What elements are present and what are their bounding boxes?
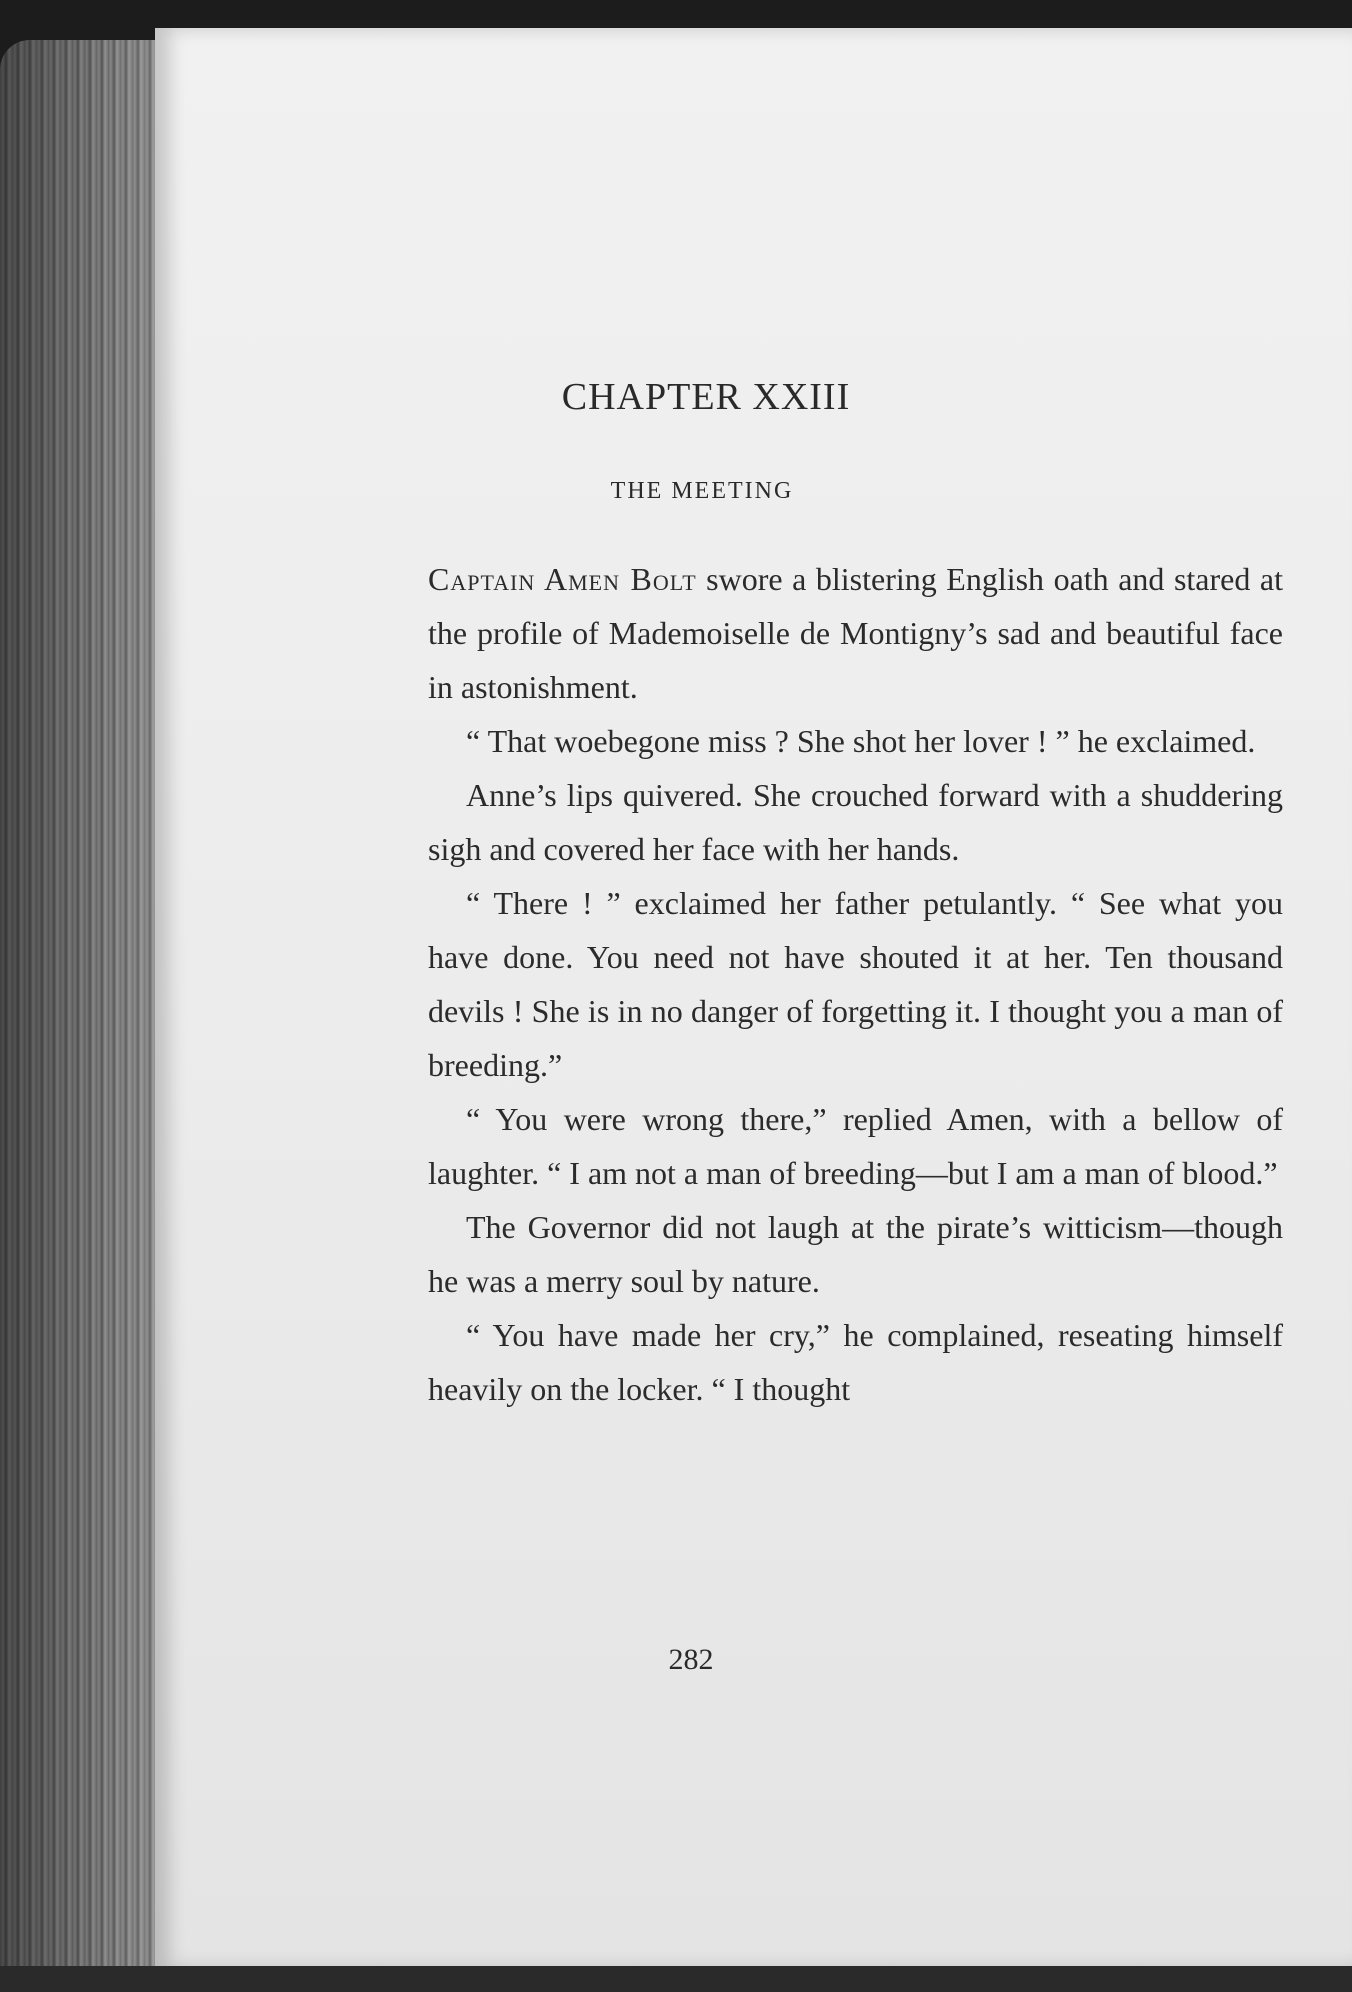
paragraph-2: “ That woebegone miss ? She shot her lover ! ” he exclaimed. xyxy=(466,723,1256,759)
paragraph-1 xyxy=(428,552,1283,714)
chapter-subtitle: THE MEETING xyxy=(610,478,794,504)
chapter-title: CHAPTER XXIII xyxy=(561,376,851,418)
paragraph-1-lead: Captain Amen Bolt xyxy=(428,561,697,597)
paragraph-7: “ You have made her cry,” he complained, reseating himself heavily on the locker. “ I thought xyxy=(428,1317,1283,1407)
paragraph-5: “ You were wrong there,” replied Amen, with a bellow of laughter. “ I am not a man of breeding—but I am a man of blood.” xyxy=(428,1101,1283,1191)
book-edge-shadow xyxy=(0,40,180,1992)
paragraph-3: Anne’s lips quivered. She crouched forward with a shuddering sigh and covered her face with her hands. xyxy=(428,777,1283,867)
paragraph-6: The Governor did not laugh at the pirate’s witticism—though he was a merry soul by nature. xyxy=(428,1209,1283,1299)
bottom-background xyxy=(0,1966,1352,1992)
body-text xyxy=(428,552,1283,1416)
paragraph-1-rest: swore a blistering English oath and stared at the profile of Mademoiselle de Montigny’s sad and beautiful face in astonishment. xyxy=(428,561,1283,705)
paragraph-4: “ There ! ” exclaimed her father petulantly. “ See what you have done. You need not have shouted it at her. Ten thousand devils ! She is in no danger of forgetting it. I thought you a man of breeding.” xyxy=(428,885,1283,1083)
page-number: 282 xyxy=(668,1643,714,1676)
